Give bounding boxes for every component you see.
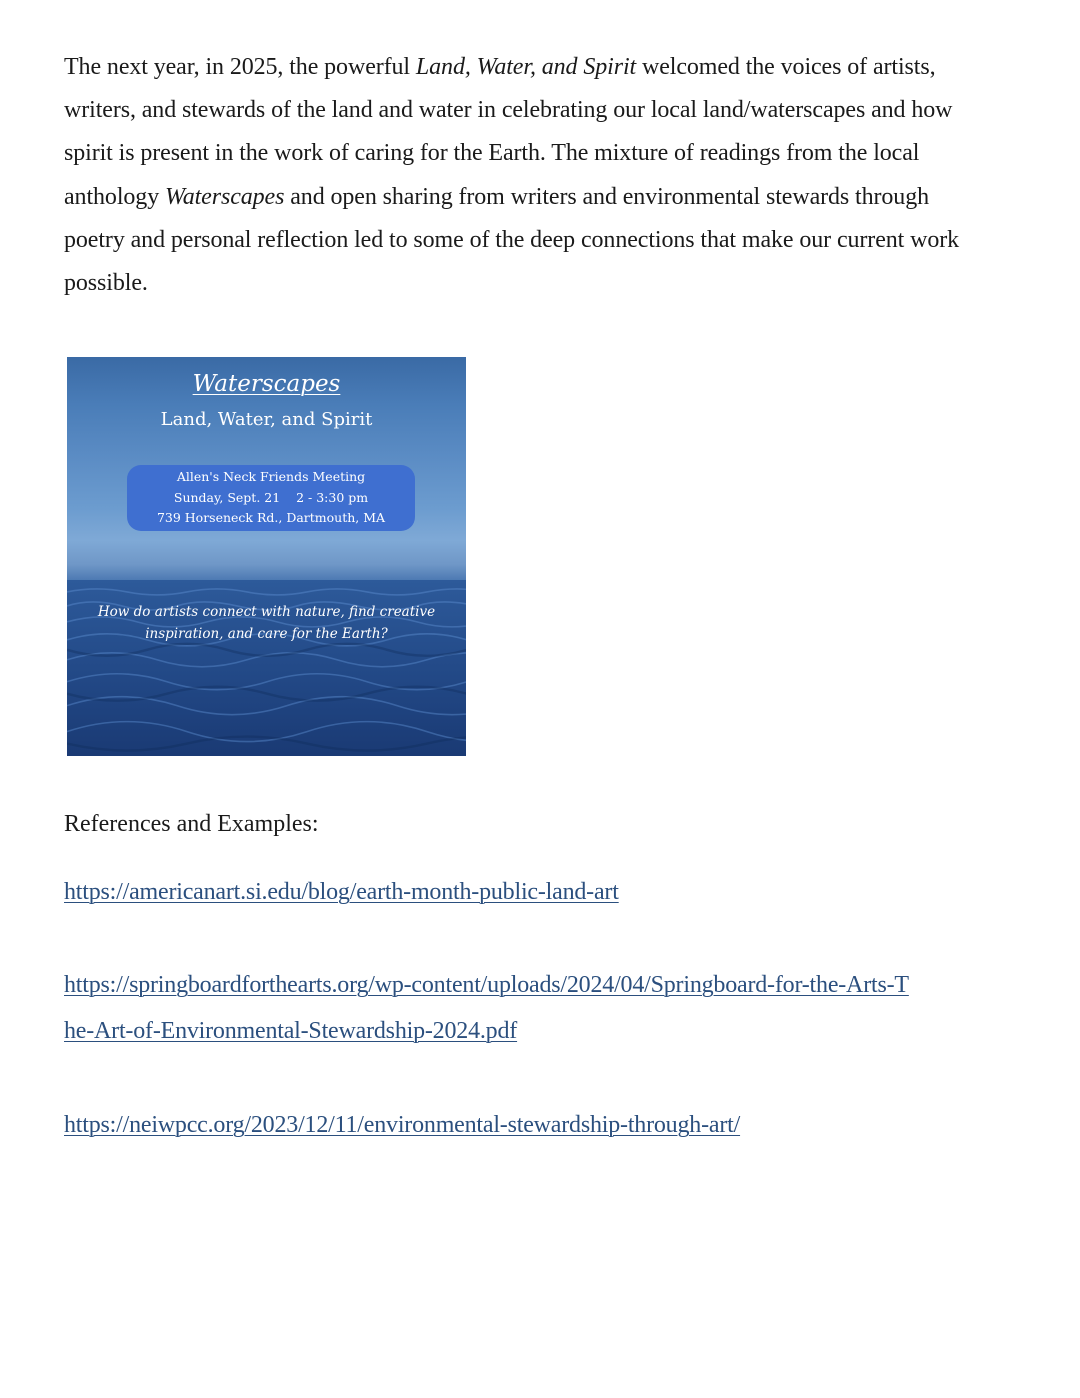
- paragraph-line-4: anthology Waterscapes and open sharing from writers and environmental stewards through: [64, 183, 930, 210]
- event-flyer-image: [67, 357, 466, 756]
- flyer-question: [67, 601, 466, 645]
- document-body: [64, 46, 1054, 305]
- reference-link-americanart[interactable]: https://americanart.si.edu/blog/earth-month-public-land-art: [64, 879, 619, 905]
- paragraph-line-3: spirit is present in the work of caring for the Earth. The mixture of readings from the local: [64, 140, 920, 167]
- flyer-venue: Allen's Neck Friends Meeting: [176, 469, 366, 484]
- flyer-title: Waterscapes: [192, 371, 341, 397]
- paragraph-line-1: The next year, in 2025, the powerful Land, Water, and Spirit welcomed the voices of artists,: [64, 54, 936, 80]
- anthology-title-italic: Waterscapes: [165, 183, 285, 210]
- reference-link-springboard-line-1[interactable]: https://springboardforthearts.org/wp-content/uploads/2024/04/Springboard-for-the-Arts-T: [64, 972, 909, 998]
- flyer-date-time: Sunday, Sept. 21 2 - 3:30 pm: [173, 489, 369, 505]
- flyer-question-line-2: inspiration, and care for the Earth?: [145, 626, 388, 642]
- reference-link-neiwpcc[interactable]: https://neiwpcc.org/2023/12/11/environmental-stewardship-through-art/: [64, 1112, 741, 1138]
- flyer-question-line-1: How do artists connect with nature, find creative: [97, 604, 436, 620]
- references-heading: References and Examples:: [64, 811, 319, 837]
- paragraph-line-5: poetry and personal reflection led to some of the deep connections that make our current work: [64, 226, 960, 253]
- reference-link-springboard-line-2[interactable]: he-Art-of-Environmental-Stewardship-2024.pdf: [64, 1018, 518, 1044]
- flyer-event-details-box: [127, 465, 415, 531]
- flyer-address: 739 Horseneck Rd., Dartmouth, MA: [156, 510, 386, 525]
- paragraph-line-2: writers, and stewards of the land and water in celebrating our local land/waterscapes and how: [64, 97, 953, 124]
- event-title-italic: Land, Water, and Spirit: [415, 54, 637, 80]
- intro-paragraph: [64, 46, 1054, 305]
- flyer-subtitle: Land, Water, and Spirit: [160, 409, 373, 430]
- paragraph-line-6: possible.: [64, 270, 148, 297]
